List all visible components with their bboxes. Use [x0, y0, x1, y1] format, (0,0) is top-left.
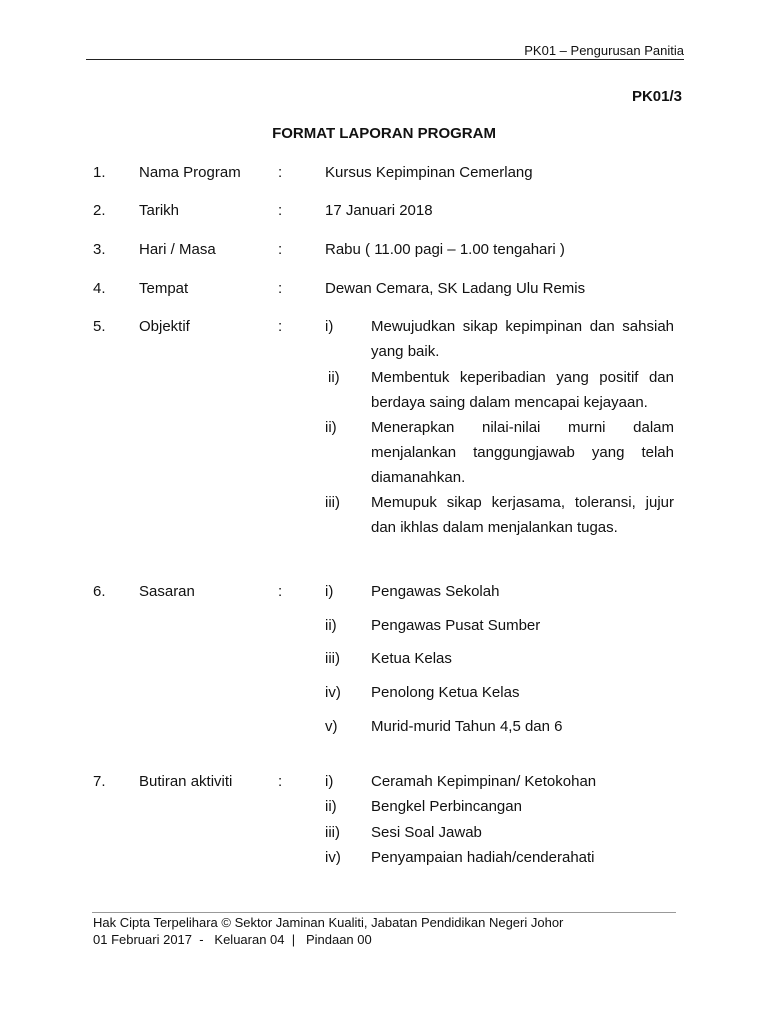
footer-copyright: Hak Cipta Terpelihara © Sektor Jaminan Kualiti, Jabatan Pendidikan Negeri Johor: [93, 915, 564, 930]
footer-revision: 01 Februari 2017 - Keluaran 04 | Pindaan 00: [93, 932, 372, 947]
list-marker: iii): [325, 650, 340, 667]
objective-text: Membentuk keperibadian yang positif dan berdaya saing dalam mencapai kejayaan.: [371, 369, 674, 411]
field-separator: :: [278, 202, 283, 219]
field-separator: :: [278, 583, 283, 600]
field-separator: :: [278, 773, 283, 790]
list-marker: iv): [325, 849, 341, 866]
field-label: Butiran aktiviti: [139, 773, 233, 790]
header-divider: [86, 59, 684, 60]
field-number: 3.: [93, 241, 106, 258]
field-number: 1.: [93, 164, 106, 181]
document-title: FORMAT LAPORAN PROGRAM: [272, 125, 496, 142]
list-marker: ii): [325, 798, 337, 815]
field-number: 7.: [93, 773, 106, 790]
field-separator: :: [278, 241, 283, 258]
activity-item: Bengkel Perbincangan: [371, 798, 522, 815]
running-header: PK01 – Pengurusan Panitia: [524, 43, 684, 58]
list-marker: ii): [325, 617, 337, 634]
footer-divider: [92, 912, 676, 913]
list-marker: iii): [325, 824, 340, 841]
objective-text: Mewujudkan sikap kepimpinan dan sahsiah yang baik.: [371, 318, 674, 360]
activity-item: Penyampaian hadiah/cenderahati: [371, 849, 595, 866]
field-separator: :: [278, 318, 283, 335]
objective-text: Menerapkan nilai-nilai murni dalam menjalankan tanggungjawab yang telah diamanahkan.: [371, 419, 674, 486]
list-marker: i): [325, 583, 334, 600]
field-value: Dewan Cemara, SK Ladang Ulu Remis: [325, 280, 586, 297]
field-label: Objektif: [139, 318, 190, 335]
field-value: 17 Januari 2018: [325, 202, 433, 219]
form-code: PK01/3: [631, 88, 682, 105]
target-item: Pengawas Sekolah: [371, 583, 500, 600]
field-number: 6.: [93, 583, 106, 600]
target-item: Penolong Ketua Kelas: [371, 684, 520, 701]
field-separator: :: [278, 164, 283, 181]
field-value: Kursus Kepimpinan Cemerlang: [325, 164, 533, 181]
objective-text: Memupuk sikap kerjasama, toleransi, jujur dan ikhlas dalam menjalankan tugas.: [371, 494, 674, 536]
field-value: Rabu ( 11.00 pagi – 1.00 tengahari ): [325, 241, 565, 258]
field-label: Nama Program: [139, 164, 241, 181]
field-separator: :: [278, 280, 283, 297]
activity-item: Ceramah Kepimpinan/ Ketokohan: [371, 773, 597, 790]
list-marker: i): [325, 773, 334, 790]
field-number: 4.: [93, 280, 106, 297]
list-marker: iii): [325, 494, 340, 511]
list-marker: ii): [328, 369, 340, 386]
activity-item: Sesi Soal Jawab: [371, 824, 482, 841]
target-item: Pengawas Pusat Sumber: [371, 617, 541, 634]
field-label: Sasaran: [139, 583, 195, 600]
list-marker: iv): [325, 684, 341, 701]
field-label: Tarikh: [139, 202, 180, 219]
field-number: 2.: [93, 202, 106, 219]
list-marker: i): [325, 318, 334, 335]
list-marker: ii): [325, 419, 337, 436]
field-label: Hari / Masa: [139, 241, 216, 258]
field-number: 5.: [93, 318, 106, 335]
target-item: Ketua Kelas: [371, 650, 452, 667]
field-label: Tempat: [139, 280, 189, 297]
list-marker: v): [325, 718, 338, 735]
target-item: Murid-murid Tahun 4,5 dan 6: [371, 718, 563, 735]
